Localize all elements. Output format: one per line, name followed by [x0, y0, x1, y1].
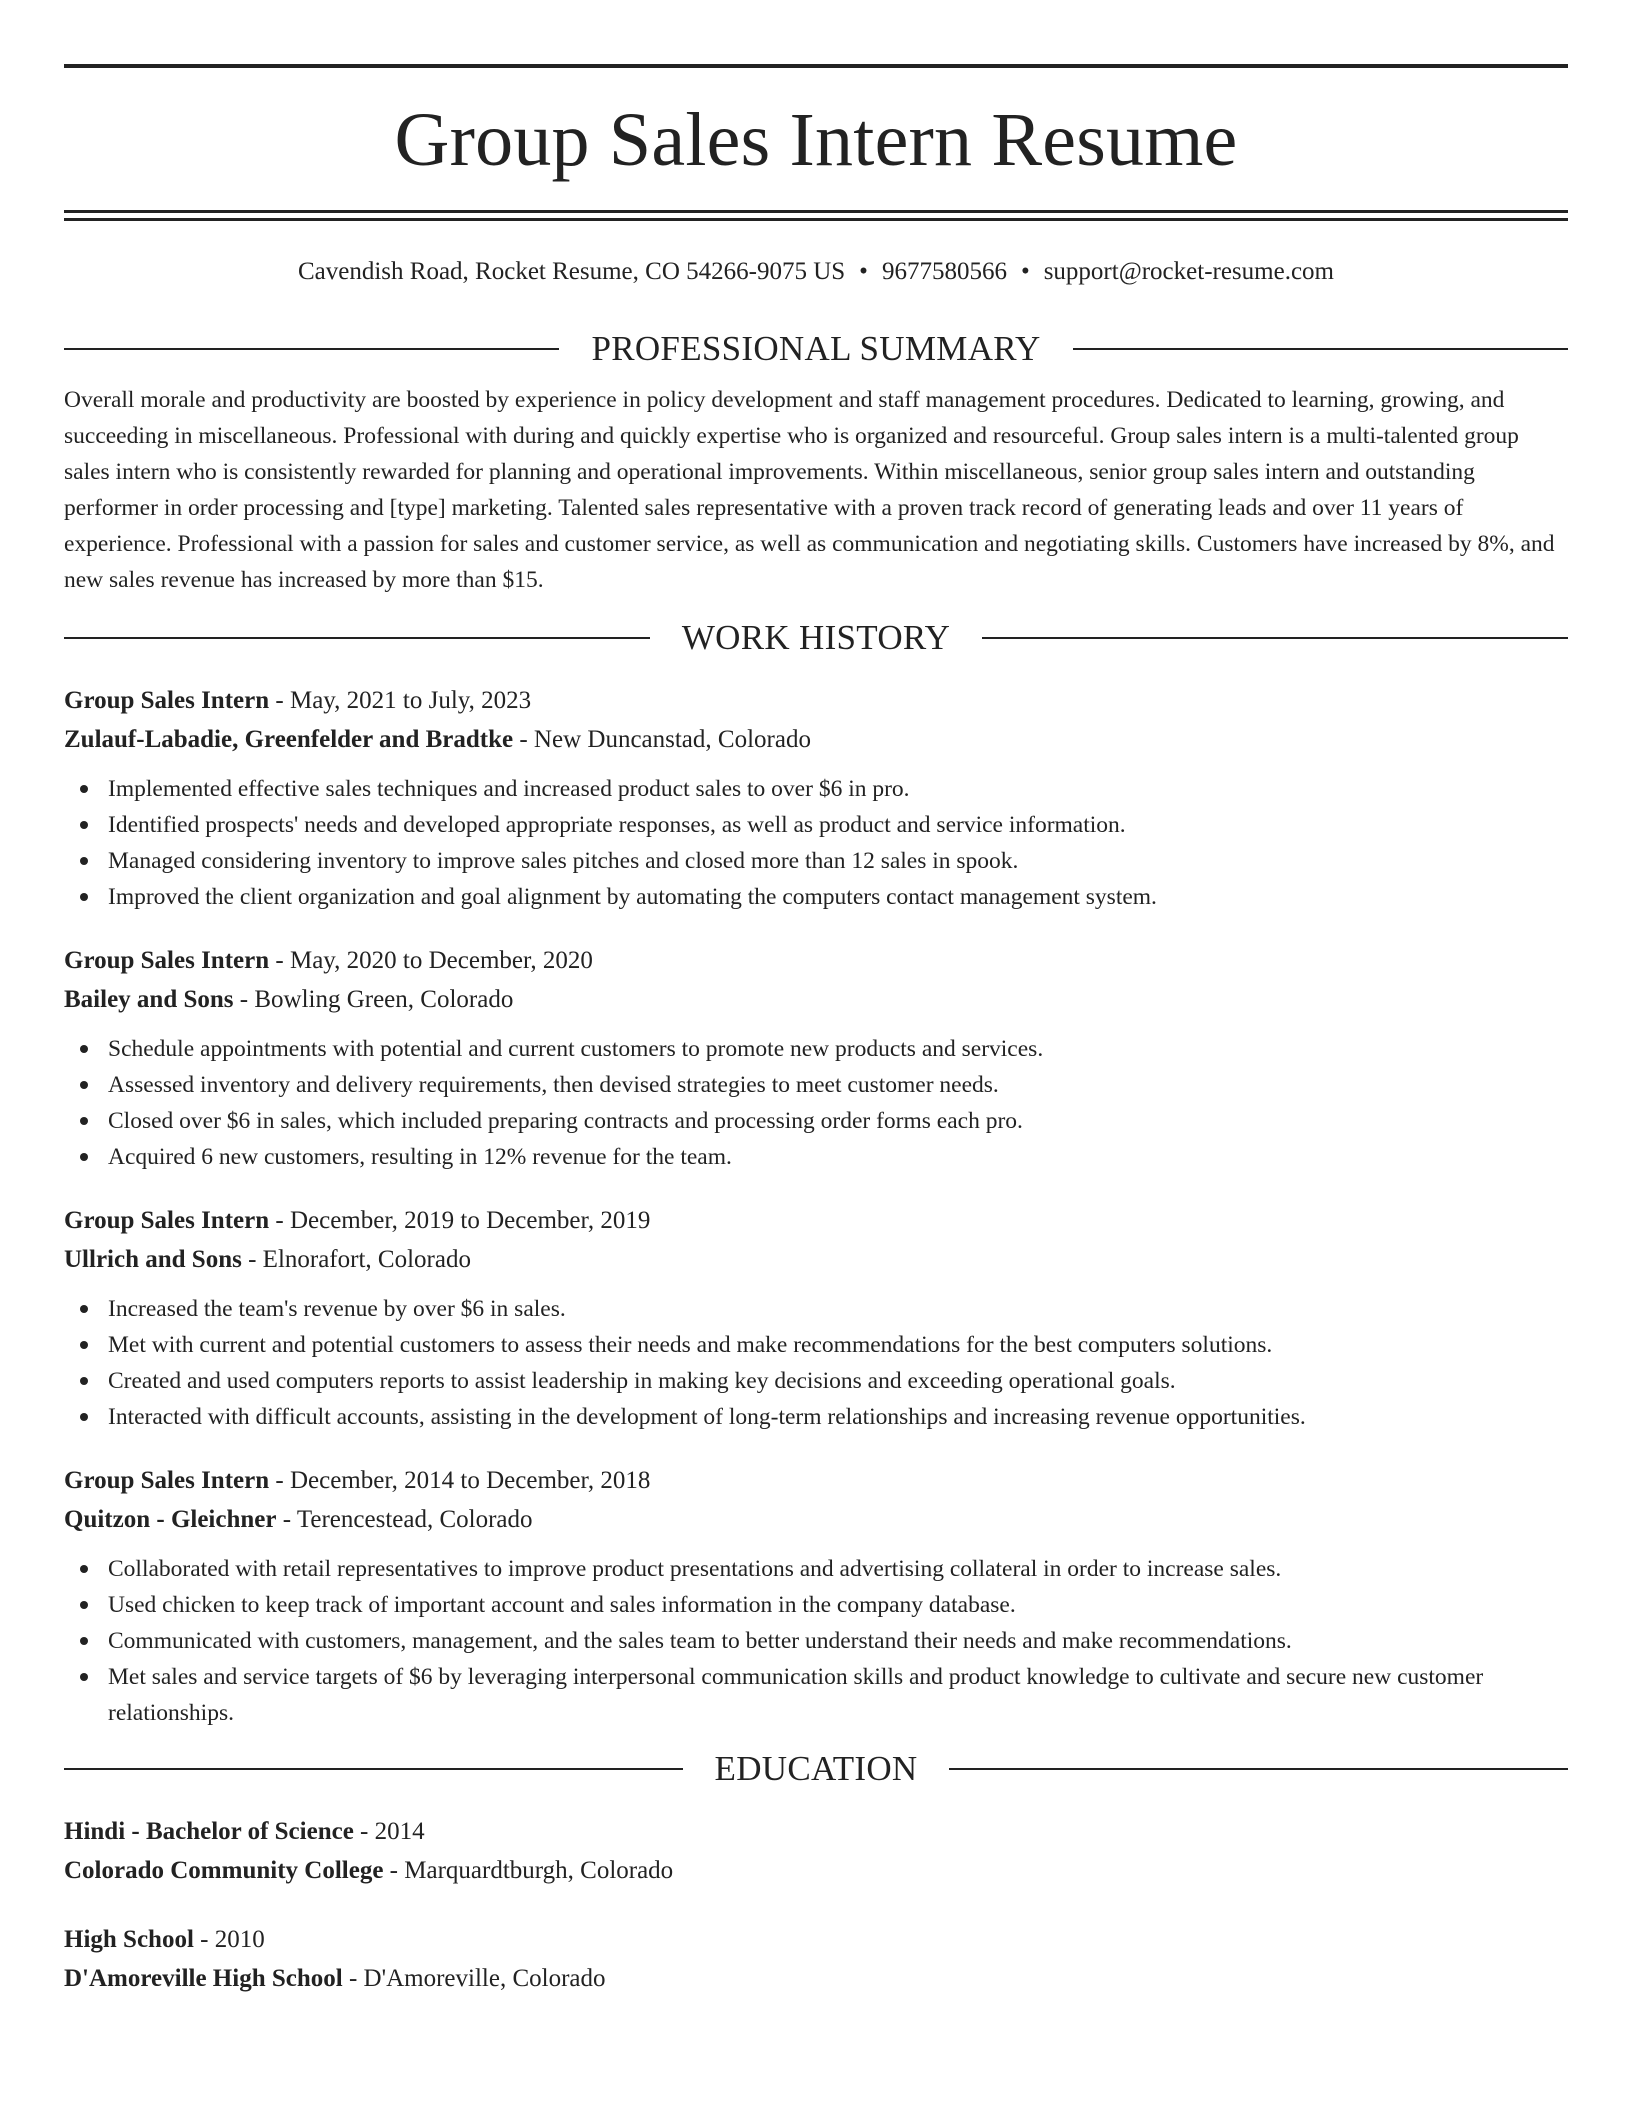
job-bullet: Improved the client organization and goal alignment by automating the computers contact management system.: [64, 879, 1568, 915]
job-dates: - May, 2021 to July, 2023: [269, 687, 532, 714]
job-title: Group Sales Intern: [64, 947, 270, 974]
job-bullet: Met sales and service targets of $6 by leveraging interpersonal communication skills and product knowledge to cultivate and secure new customer relationships.: [64, 1659, 1568, 1731]
job-bullet: Increased the team's revenue by over $6 in sales.: [64, 1291, 1568, 1327]
education-entry: [64, 1812, 1568, 1890]
page-title: Group Sales Intern Resume: [394, 98, 1238, 182]
job-company-line: [64, 1500, 1568, 1539]
education-list: [64, 1812, 1568, 1998]
job-entry: [64, 1461, 1568, 1731]
job-title: Group Sales Intern: [64, 1207, 270, 1234]
education-school-line: [64, 1851, 1568, 1890]
section-title: PROFESSIONAL SUMMARY: [591, 329, 1041, 368]
education-section-heading: [64, 1751, 1568, 1786]
education-degree: Hindi - Bachelor of Science: [64, 1818, 354, 1845]
divider-line: [64, 637, 650, 639]
job-title-line: [64, 1201, 1568, 1240]
job-bullet: Assessed inventory and delivery requirements, then devised strategies to meet customer needs.: [64, 1067, 1568, 1103]
job-bullet: Closed over $6 in sales, which included preparing contracts and processing order forms each pro.: [64, 1103, 1568, 1139]
job-company: Quitzon - Gleichner: [64, 1506, 277, 1533]
job-bullets: [64, 1031, 1568, 1175]
job-bullets: [64, 771, 1568, 915]
job-bullet: Used chicken to keep track of important account and sales information in the company database.: [64, 1587, 1568, 1623]
education-year: - 2010: [193, 1926, 265, 1953]
education-entry: [64, 1920, 1568, 1998]
section-title: EDUCATION: [714, 1749, 918, 1788]
section-title: WORK HISTORY: [681, 618, 951, 657]
job-bullet: Created and used computers reports to assist leadership in making key decisions and exceeding operational goals.: [64, 1363, 1568, 1399]
education-school-line: [64, 1959, 1568, 1998]
education-location: - Marquardtburgh, Colorado: [383, 1857, 674, 1884]
summary-section-heading: [64, 331, 1568, 366]
job-dates: - December, 2019 to December, 2019: [269, 1207, 651, 1234]
job-title: Group Sales Intern: [64, 687, 270, 714]
job-company-line: [64, 720, 1568, 759]
divider-line: [64, 1768, 683, 1770]
job-bullet: Schedule appointments with potential and current customers to promote new products and services.: [64, 1031, 1568, 1067]
summary-text: Overall morale and productivity are boosted by experience in policy development and staff management procedures. Dedicated to learning, growing, and succeeding in miscellaneous. Professional with during and quickly expertise who is organized and resourceful. Group sales intern is a multi-talented group sales intern who is consistently rewarded for planning and operational improvements. Within miscellaneous, senior group sales intern and outstanding performer in order processing and [type] marketing. Talented sales representative with a proven track record of generating leads and over 11 years of experience. Professional with a passion for sales and customer service, as well as communication and negotiating skills. Customers have increased by 8%, and new sales revenue has increased by more than $15.: [64, 387, 1555, 593]
job-company-line: [64, 1240, 1568, 1279]
job-title-line: [64, 941, 1568, 980]
job-entry: [64, 1201, 1568, 1435]
job-entry: [64, 941, 1568, 1175]
contact-address: Cavendish Road, Rocket Resume, CO 54266-9075 US: [297, 258, 846, 285]
contact-separator: •: [859, 258, 868, 285]
job-title: Group Sales Intern: [64, 1467, 270, 1494]
job-location: - Terencestead, Colorado: [276, 1506, 533, 1533]
divider-line: [949, 1768, 1568, 1770]
education-degree-line: [64, 1812, 1568, 1851]
education-degree-line: [64, 1920, 1568, 1959]
job-bullet: Collaborated with retail representatives to improve product presentations and advertising collateral in order to increase sales.: [64, 1551, 1568, 1587]
education-year: - 2014: [353, 1818, 425, 1845]
contact-separator: •: [1020, 258, 1030, 285]
job-bullet: Communicated with customers, management, and the sales team to better understand their needs and make recommendations.: [64, 1623, 1568, 1659]
education-degree: High School: [64, 1926, 194, 1953]
job-entry: [64, 681, 1568, 915]
job-bullet: Implemented effective sales techniques and increased product sales to over $6 in pro.: [64, 771, 1568, 807]
divider-line: [982, 637, 1568, 639]
contact-email: support@rocket-resume.com: [1043, 258, 1334, 285]
top-rule: [64, 64, 1568, 68]
job-bullet: Managed considering inventory to improve sales pitches and closed more than 12 sales in spook.: [64, 843, 1568, 879]
job-bullet: Acquired 6 new customers, resulting in 12% revenue for the team.: [64, 1139, 1568, 1175]
education-school: Colorado Community College: [64, 1857, 384, 1884]
job-bullets: [64, 1291, 1568, 1435]
job-company: Ullrich and Sons: [64, 1246, 242, 1273]
job-bullet: Identified prospects' needs and developed appropriate responses, as well as product and service information.: [64, 807, 1568, 843]
contact-phone: 9677580566: [881, 258, 1007, 285]
job-location: - Bowling Green, Colorado: [233, 986, 514, 1013]
job-company: Zulauf-Labadie, Greenfelder and Bradtke: [64, 726, 514, 753]
job-location: - New Duncanstad, Colorado: [513, 726, 811, 753]
job-bullet: Met with current and potential customers to assess their needs and make recommendations for the best computers solutions.: [64, 1327, 1568, 1363]
job-location: - Elnorafort, Colorado: [241, 1246, 471, 1273]
job-dates: - December, 2014 to December, 2018: [269, 1467, 651, 1494]
job-company: Bailey and Sons: [64, 986, 234, 1013]
job-company-line: [64, 980, 1568, 1019]
education-school: D'Amoreville High School: [64, 1965, 343, 1992]
job-dates: - May, 2020 to December, 2020: [269, 947, 593, 974]
job-title-line: [64, 1461, 1568, 1500]
work-history-list: [64, 681, 1568, 1731]
divider-line: [1073, 348, 1568, 350]
job-title-line: [64, 681, 1568, 720]
job-bullets: [64, 1551, 1568, 1731]
divider-line: [64, 348, 559, 350]
contact-line: [64, 257, 1568, 287]
double-rule: [64, 210, 1568, 221]
job-bullet: Interacted with difficult accounts, assisting in the development of long-term relationships and increasing revenue opportunities.: [64, 1399, 1568, 1435]
work-section-heading: [64, 620, 1568, 655]
education-location: - D'Amoreville, Colorado: [342, 1965, 606, 1992]
